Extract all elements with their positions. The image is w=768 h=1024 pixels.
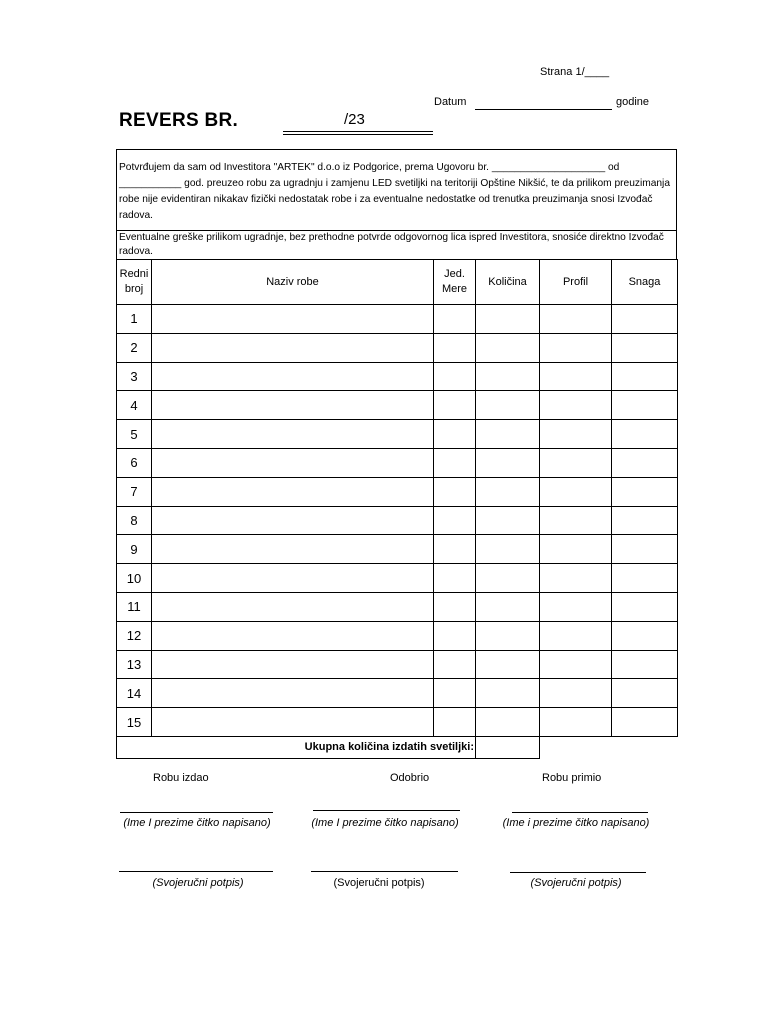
item-name-cell[interactable] — [152, 650, 434, 679]
unit-cell[interactable] — [434, 621, 476, 650]
power-cell[interactable] — [612, 362, 678, 391]
profile-cell[interactable] — [540, 506, 612, 535]
table-header-row — [117, 260, 678, 305]
row-number: 6 — [117, 448, 152, 477]
item-name-cell[interactable] — [152, 708, 434, 737]
item-name-cell[interactable] — [152, 592, 434, 621]
table-row — [117, 448, 678, 477]
number-underline-double — [283, 134, 433, 135]
profile-cell[interactable] — [540, 305, 612, 334]
row-number: 2 — [117, 333, 152, 362]
power-cell[interactable] — [612, 305, 678, 334]
item-name-cell[interactable] — [152, 535, 434, 564]
power-cell[interactable] — [612, 564, 678, 593]
row-number: 8 — [117, 506, 152, 535]
profile-cell[interactable] — [540, 391, 612, 420]
warning-paragraph: Eventualne greške prilikom ugradnje, bez prethodne potvrde odgovornog lica ispred Investitora, snosiće direktno Izvođač radova. — [119, 232, 664, 257]
total-blank — [540, 736, 678, 758]
table-row — [117, 592, 678, 621]
total-quantity-cell[interactable] — [476, 736, 540, 758]
unit-cell[interactable] — [434, 362, 476, 391]
issued-name-line[interactable] — [120, 812, 273, 813]
approved-name-hint: (Ime I prezime čitko napisano) — [311, 817, 459, 829]
unit-cell[interactable] — [434, 592, 476, 621]
unit-cell[interactable] — [434, 650, 476, 679]
item-name-cell[interactable] — [152, 621, 434, 650]
col-header-name: Naziv robe — [152, 260, 434, 305]
quantity-cell[interactable] — [476, 708, 540, 737]
number-underline — [283, 131, 433, 132]
unit-cell[interactable] — [434, 564, 476, 593]
received-name-hint: (Ime i prezime čitko napisano) — [502, 817, 650, 829]
power-cell[interactable] — [612, 708, 678, 737]
row-number: 3 — [117, 362, 152, 391]
row-number: 7 — [117, 477, 152, 506]
table-row — [117, 362, 678, 391]
item-name-cell[interactable] — [152, 305, 434, 334]
issued-name-hint: (Ime I prezime čitko napisano) — [123, 817, 271, 829]
quantity-cell[interactable] — [476, 535, 540, 564]
table-row — [117, 333, 678, 362]
row-number: 11 — [117, 592, 152, 621]
table-row — [117, 420, 678, 449]
row-number: 10 — [117, 564, 152, 593]
profile-cell[interactable] — [540, 592, 612, 621]
table-row — [117, 564, 678, 593]
received-signature-line[interactable] — [510, 872, 646, 873]
item-name-cell[interactable] — [152, 564, 434, 593]
quantity-cell[interactable] — [476, 477, 540, 506]
table-row — [117, 650, 678, 679]
row-number: 9 — [117, 535, 152, 564]
unit-cell[interactable] — [434, 708, 476, 737]
profile-cell[interactable] — [540, 420, 612, 449]
approved-name-line[interactable] — [313, 810, 460, 811]
profile-cell[interactable] — [540, 448, 612, 477]
profile-cell[interactable] — [540, 621, 612, 650]
table-row — [117, 708, 678, 737]
quantity-cell[interactable] — [476, 420, 540, 449]
quantity-cell[interactable] — [476, 362, 540, 391]
received-name-line[interactable] — [512, 812, 648, 813]
item-name-cell[interactable] — [152, 477, 434, 506]
power-cell[interactable] — [612, 391, 678, 420]
date-blank-line — [475, 109, 612, 110]
profile-cell[interactable] — [540, 535, 612, 564]
power-cell[interactable] — [612, 679, 678, 708]
item-name-cell[interactable] — [152, 420, 434, 449]
col-header-number: Redni broj — [117, 260, 152, 305]
quantity-cell[interactable] — [476, 506, 540, 535]
document-title: REVERS BR. — [119, 110, 239, 131]
item-name-cell[interactable] — [152, 448, 434, 477]
document-number: /23 — [344, 111, 365, 128]
unit-cell[interactable] — [434, 391, 476, 420]
quantity-cell[interactable] — [476, 621, 540, 650]
unit-cell[interactable] — [434, 506, 476, 535]
unit-cell[interactable] — [434, 535, 476, 564]
power-cell[interactable] — [612, 477, 678, 506]
quantity-cell[interactable] — [476, 592, 540, 621]
power-cell[interactable] — [612, 506, 678, 535]
col-header-power: Snaga — [612, 260, 678, 305]
profile-cell[interactable] — [540, 708, 612, 737]
row-number: 14 — [117, 679, 152, 708]
table-row — [117, 535, 678, 564]
profile-cell[interactable] — [540, 679, 612, 708]
col-header-quantity: Količina — [476, 260, 540, 305]
items-table — [116, 259, 678, 759]
received-signature-hint: (Svojeručni potpis) — [530, 877, 622, 889]
item-name-cell[interactable] — [152, 362, 434, 391]
table-row — [117, 477, 678, 506]
issued-signature-line[interactable] — [119, 871, 273, 872]
row-number: 15 — [117, 708, 152, 737]
page-number: Strana 1/____ — [540, 66, 610, 78]
table-row — [117, 621, 678, 650]
approved-signature-hint: (Svojeručni potpis) — [333, 877, 425, 889]
unit-cell[interactable] — [434, 448, 476, 477]
power-cell[interactable] — [612, 621, 678, 650]
date-suffix: godine — [616, 96, 650, 108]
date-label: Datum — [434, 96, 467, 108]
row-number: 5 — [117, 420, 152, 449]
total-label: Ukupna količina izdatih svetiljki: — [117, 736, 476, 758]
power-cell[interactable] — [612, 420, 678, 449]
table-row — [117, 305, 678, 334]
col-header-profile: Profil — [540, 260, 612, 305]
col-header-unit: Jed. Mere — [434, 260, 476, 305]
approved-signature-line[interactable] — [311, 871, 458, 872]
power-cell[interactable] — [612, 592, 678, 621]
item-name-cell[interactable] — [152, 506, 434, 535]
item-name-cell[interactable] — [152, 333, 434, 362]
intro-paragraph: Potvrđujem da sam od Investitora "ARTEK" d.o.o iz Podgorice, prema Ugovoru br. ____________________ od ___________ god. preuzeo robu za ugradnju i zamjenu LED svetiljki na teritoriji Opštine Nikšić, te da prilikom preuzimanja robe nije evidentiran nikakav fizički nedostatak robe i za eventualne nedostatke od trenutka preuzimanja snosi Izvođač radova. — [119, 162, 670, 221]
received-by-label: Robu primio — [542, 772, 602, 784]
approved-by-label: Odobrio — [390, 772, 430, 784]
total-row — [117, 736, 678, 758]
power-cell[interactable] — [612, 448, 678, 477]
item-name-cell[interactable] — [152, 391, 434, 420]
table-row — [117, 506, 678, 535]
unit-cell[interactable] — [434, 305, 476, 334]
row-number: 4 — [117, 391, 152, 420]
quantity-cell[interactable] — [476, 333, 540, 362]
profile-cell[interactable] — [540, 650, 612, 679]
profile-cell[interactable] — [540, 564, 612, 593]
profile-cell[interactable] — [540, 333, 612, 362]
table-row — [117, 391, 678, 420]
profile-cell[interactable] — [540, 477, 612, 506]
item-name-cell[interactable] — [152, 679, 434, 708]
quantity-cell[interactable] — [476, 564, 540, 593]
row-number: 12 — [117, 621, 152, 650]
quantity-cell[interactable] — [476, 305, 540, 334]
profile-cell[interactable] — [540, 362, 612, 391]
quantity-cell[interactable] — [476, 679, 540, 708]
quantity-cell[interactable] — [476, 391, 540, 420]
unit-cell[interactable] — [434, 679, 476, 708]
power-cell[interactable] — [612, 650, 678, 679]
issued-by-label: Robu izdao — [153, 772, 209, 784]
unit-cell[interactable] — [434, 333, 476, 362]
quantity-cell[interactable] — [476, 650, 540, 679]
row-number: 1 — [117, 305, 152, 334]
power-cell[interactable] — [612, 333, 678, 362]
table-row — [117, 679, 678, 708]
unit-cell[interactable] — [434, 477, 476, 506]
issued-signature-hint: (Svojeručni potpis) — [152, 877, 244, 889]
unit-cell[interactable] — [434, 420, 476, 449]
quantity-cell[interactable] — [476, 448, 540, 477]
row-number: 13 — [117, 650, 152, 679]
power-cell[interactable] — [612, 535, 678, 564]
